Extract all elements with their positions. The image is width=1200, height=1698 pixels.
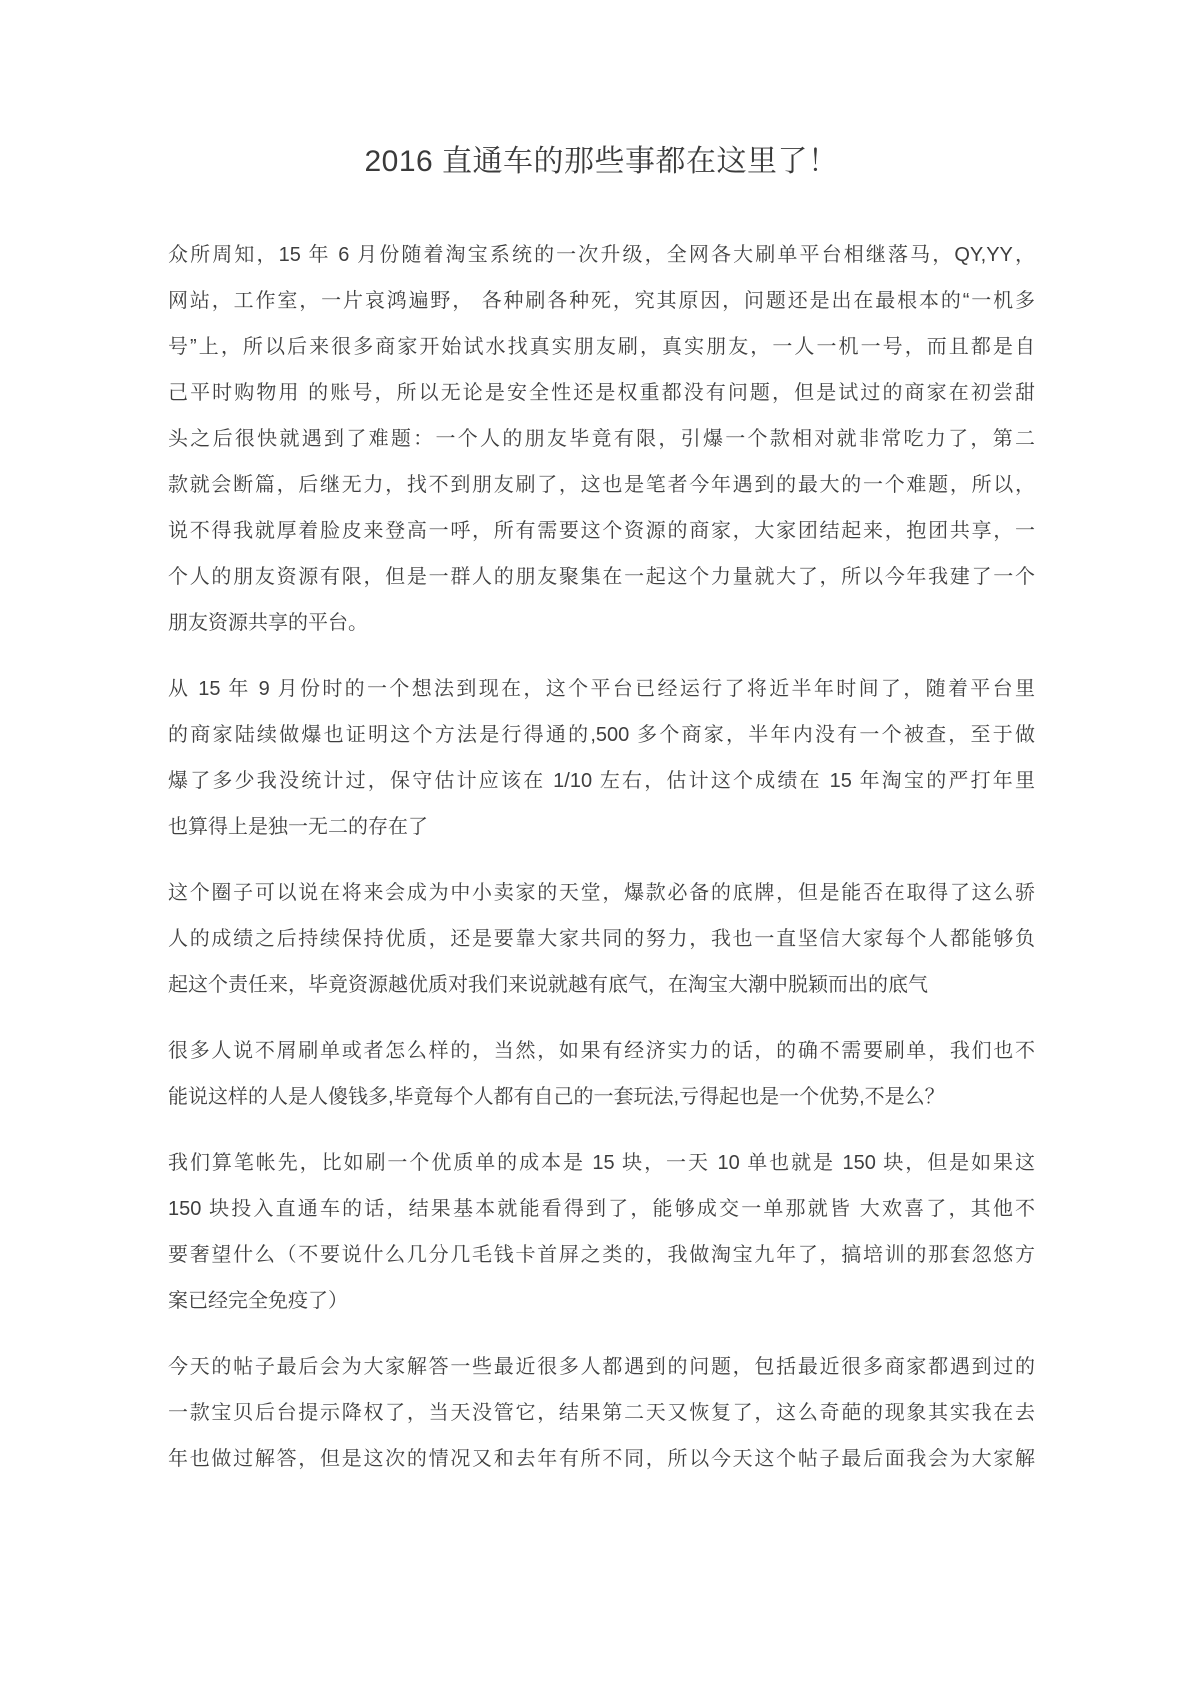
paragraph: [168, 870, 1035, 1008]
text-line: 起这个责任来，毕竟资源越优质对我们来说就越有底气，在淘宝大潮中脱颖而出的底气: [168, 974, 928, 996]
text-line: 很多人说不屑刷单或者怎么样的，当然，如果有经济实力的话，的确不需要刷单，我们也不: [168, 1040, 1035, 1062]
text-line: 朋友资源共享的平台。: [168, 612, 368, 634]
text-line: 网站，工作室，一片哀鸿遍野， 各种刷各种死，究其原因，问题还是出在最根本的“一机多: [168, 290, 1035, 312]
page-title: 2016 直通车的那些事都在这里了！: [364, 145, 839, 178]
text-line: 款就会断篇，后继无力，找不到朋友刷了，这也是笔者今年遇到的最大的一个难题，所以，: [168, 474, 1035, 496]
text-line: 这个圈子可以说在将来会成为中小卖家的天堂，爆款必备的底牌，但是能否在取得了这么骄: [168, 882, 1035, 904]
text-line: 从 15 年 9 月份时的一个想法到现在，这个平台已经运行了将近半年时间了，随着平台里: [168, 678, 1035, 700]
paragraph: [168, 1140, 1035, 1324]
paragraph: [168, 1344, 1035, 1482]
text-line: 也算得上是独一无二的存在了: [168, 816, 428, 838]
text-line: 一款宝贝后台提示降权了，当天没管它，结果第二天又恢复了，这么奇葩的现象其实我在去: [168, 1402, 1035, 1424]
text-line: 众所周知，15 年 6 月份随着淘宝系统的一次升级，全网各大刷单平台相继落马，QY,YY，: [168, 244, 1035, 266]
paragraph: [168, 1028, 1035, 1120]
text-line: 个人的朋友资源有限，但是一群人的朋友聚集在一起这个力量就大了，所以今年我建了一个: [168, 566, 1035, 588]
text-line: 人的成绩之后持续保持优质，还是要靠大家共同的努力，我也一直坚信大家每个人都能够负: [168, 928, 1035, 950]
text-line: 150 块投入直通车的话，结果基本就能看得到了，能够成交一单那就皆 大欢喜了，其他不: [168, 1198, 1035, 1220]
text-line: 年也做过解答，但是这次的情况又和去年有所不同，所以今天这个帖子最后面我会为大家解: [168, 1448, 1035, 1470]
text-line: 号”上，所以后来很多商家开始试水找真实朋友刷，真实朋友，一人一机一号，而且都是自: [168, 336, 1035, 358]
text-line: 头之后很快就遇到了难题：一个人的朋友毕竟有限，引爆一个款相对就非常吃力了，第二: [168, 428, 1035, 450]
text-line: 今天的帖子最后会为大家解答一些最近很多人都遇到的问题，包括最近很多商家都遇到过的: [168, 1356, 1035, 1378]
document-body: [168, 232, 1035, 1482]
text-line: 己平时购物用 的账号，所以无论是安全性还是权重都没有问题，但是试过的商家在初尝甜: [168, 382, 1035, 404]
paragraph: [168, 232, 1035, 646]
text-line: 案已经完全免疫了）: [168, 1290, 348, 1312]
text-line: 要奢望什么（不要说什么几分几毛钱卡首屏之类的，我做淘宝九年了，搞培训的那套忽悠方: [168, 1244, 1035, 1266]
text-line: 能说这样的人是人傻钱多,毕竟每个人都有自己的一套玩法,亏得起也是一个优势,不是么？: [168, 1086, 945, 1108]
text-line: 的商家陆续做爆也证明这个方法是行得通的,500 多个商家，半年内没有一个被查，至于做: [168, 724, 1035, 746]
text-line: 我们算笔帐先，比如刷一个优质单的成本是 15 块，一天 10 单也就是 150 块，但是如果这: [168, 1152, 1035, 1174]
text-line: 爆了多少我没统计过，保守估计应该在 1/10 左右，估计这个成绩在 15 年淘宝的严打年里: [168, 770, 1035, 792]
text-line: 说不得我就厚着脸皮来登高一呼，所有需要这个资源的商家，大家团结起来，抱团共享，一: [168, 520, 1035, 542]
paragraph: [168, 666, 1035, 850]
